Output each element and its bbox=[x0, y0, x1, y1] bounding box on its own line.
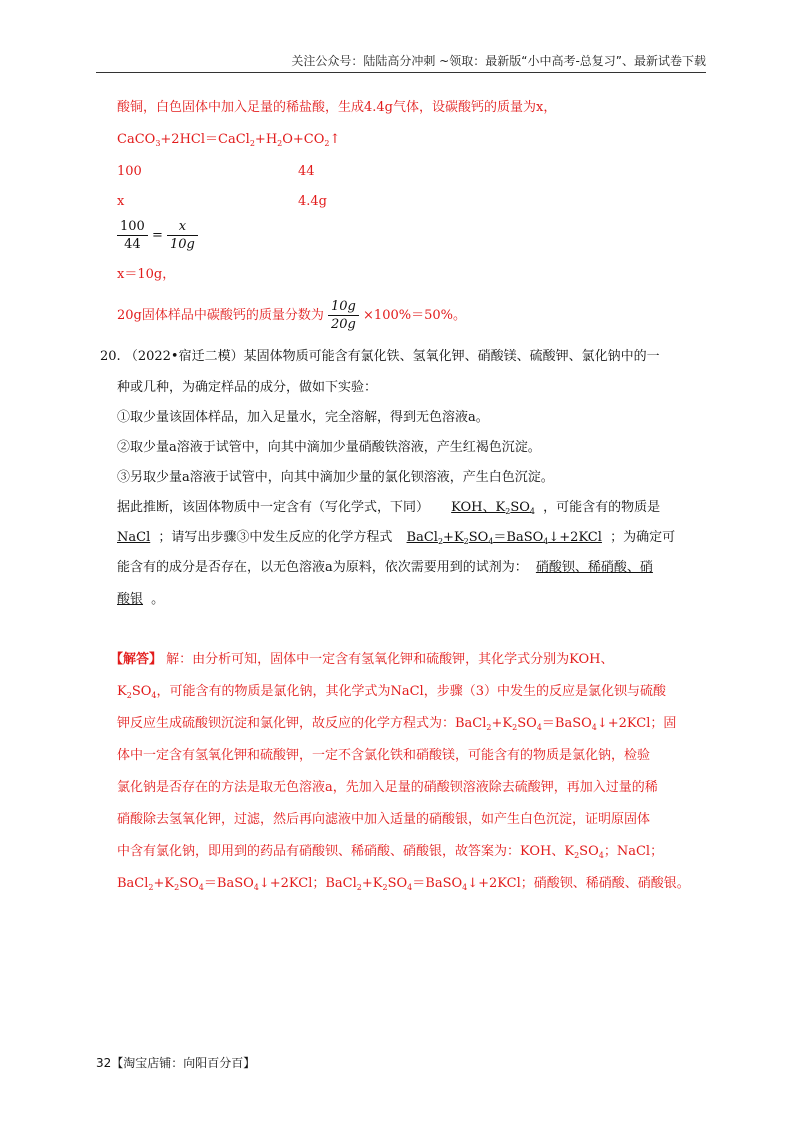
formula-text: ，可能含有的物质是氯化钠，其化学式为NaCl，步骤（3）中发生的反应是氯化钡与硫酸 bbox=[156, 684, 666, 699]
experiment-step-3: ③另取少量a溶液于试管中，向其中滴加少量的氯化钡溶液，产生白色沉淀。 bbox=[117, 470, 554, 485]
formula-text: +K bbox=[491, 716, 513, 731]
formula-text: ↓+2KCl；BaCl bbox=[258, 876, 357, 891]
ratio-row-1 bbox=[117, 162, 315, 182]
subscript: 4 bbox=[536, 723, 542, 732]
formula-text: +2HCl＝CaCl bbox=[160, 132, 250, 147]
inference-prefix: 据此推断，该固体物质中一定含有（写化学式，下同） bbox=[117, 500, 430, 515]
page-number: 32 bbox=[96, 1056, 112, 1070]
formula-text: SO bbox=[179, 876, 199, 891]
subscript: 2 bbox=[574, 851, 580, 860]
inference-mid: ，可能含有的物质是 bbox=[543, 500, 661, 515]
formula-text: SO bbox=[510, 500, 530, 515]
confirm-prompt: ；为确定可 bbox=[610, 530, 676, 545]
ratio-row-1-left: 100 bbox=[117, 164, 142, 179]
formula-text: SO bbox=[579, 844, 599, 859]
formula-text: ；NaCl； bbox=[603, 844, 664, 859]
conclusion-suffix: ×100%＝50%。 bbox=[363, 308, 466, 323]
subscript: 2 bbox=[437, 537, 444, 546]
subscript: 2 bbox=[249, 139, 255, 148]
ratio-row-2 bbox=[117, 192, 327, 212]
conclusion-prefix: 20g固体样品中碳酸钙的质量分数为 bbox=[117, 308, 324, 323]
ratio-row-1-right: 44 bbox=[298, 164, 315, 179]
question-number: 20. bbox=[100, 349, 121, 364]
answer-text-1: 解：由分析可知，固体中一定含有氢氧化钾和硫酸钾，其化学式分别为KOH、 bbox=[166, 652, 614, 667]
answer-blank-possible: NaCl bbox=[117, 530, 151, 545]
page-footer bbox=[96, 1054, 255, 1071]
solution-line-1: 酸铜，白色固体中加入足量的稀盐酸，生成4.4g气体，设碳酸钙的质量为x， bbox=[117, 100, 557, 115]
answer-label: 【解答】 bbox=[110, 652, 163, 667]
experiment-step-1: ①取少量该固体样品，加入足量水，完全溶解，得到无色溶液a。 bbox=[117, 410, 489, 425]
formula-text: +K bbox=[153, 876, 175, 891]
mass-fraction-conclusion bbox=[117, 298, 466, 333]
ratio-row-2-right: 4.4g bbox=[298, 194, 327, 209]
subscript: 2 bbox=[148, 883, 154, 892]
formula-text: 中含有氯化钠，即用到的药品有硝酸钡、稀硝酸、硝酸银，故答案为：KOH、K bbox=[117, 844, 575, 859]
reaction-equation bbox=[117, 130, 340, 150]
subscript: 4 bbox=[198, 883, 204, 892]
experiment-step-2: ②取少量a溶液于试管中，向其中滴加少量硝酸铁溶液，产生红褐色沉淀。 bbox=[117, 440, 541, 455]
fraction-denominator: 20g bbox=[331, 317, 356, 332]
answer-blank-equation bbox=[403, 530, 606, 545]
subscript: 4 bbox=[591, 723, 597, 732]
subscript: 2 bbox=[382, 883, 388, 892]
formula-text: BaCl bbox=[117, 876, 149, 891]
fraction-denominator: 44 bbox=[124, 237, 141, 252]
sentence-end: 。 bbox=[151, 592, 165, 607]
formula-text: 钾反应生成硫酸钡沉淀和氯化钾，故反应的化学方程式为：BaCl bbox=[117, 716, 487, 731]
answer-line-3 bbox=[117, 714, 676, 734]
question-20-line-2: 种或几种，为确定样品的成分，做如下实验： bbox=[117, 380, 378, 395]
subscript: 3 bbox=[155, 139, 161, 148]
formula-text: ＝BaSO bbox=[493, 530, 544, 545]
fraction-numerator: 10g bbox=[328, 298, 359, 316]
question-source: （2022•宿迁二模）某固体物质可能含有氯化铁、氢氧化钾、硝酸镁、硫酸钾、氯化钠中的一 bbox=[124, 349, 660, 364]
subscript: 4 bbox=[151, 691, 157, 700]
answer-line-2 bbox=[117, 682, 666, 702]
proportion-equation bbox=[117, 218, 198, 253]
reagent-line-2 bbox=[117, 590, 164, 610]
answer-line-1 bbox=[110, 650, 614, 670]
equals-sign: = bbox=[151, 228, 163, 243]
formula-text: ＝BaSO bbox=[541, 716, 592, 731]
fraction-100-44 bbox=[117, 218, 148, 253]
subscript: 4 bbox=[598, 851, 604, 860]
equation-prompt-line bbox=[117, 528, 675, 548]
result-x: x＝10g， bbox=[117, 267, 176, 282]
answer-blank-reagents: 硝酸钡、稀硝酸、硝 bbox=[535, 560, 653, 575]
subscript: 2 bbox=[463, 537, 469, 546]
formula-text: SO bbox=[131, 684, 152, 699]
subscript: 2 bbox=[486, 723, 492, 732]
fraction-numerator: x bbox=[167, 218, 198, 236]
formula-text: +K bbox=[443, 530, 464, 545]
formula-text: SO bbox=[468, 530, 489, 545]
page-header: 关注公众号：陆陆高分冲刺 ~领取：最新版“小中高考-总复习”、最新试卷下载 bbox=[96, 52, 706, 73]
formula-text: +H bbox=[254, 132, 278, 147]
subscript: 2 bbox=[505, 507, 511, 516]
subscript: 2 bbox=[512, 723, 518, 732]
subscript: 4 bbox=[488, 537, 494, 546]
answer-line-5: 氯化钠是否存在的方法是取无色溶液a，先加入足量的硝酸钡溶液除去硫酸钾，再加入过量的稀 bbox=[117, 780, 658, 795]
inference-line bbox=[117, 498, 660, 518]
formula-text: ↓+2KCl；固 bbox=[596, 716, 677, 731]
subscript: 4 bbox=[543, 537, 549, 546]
answer-blank-definite bbox=[447, 500, 539, 515]
formula-text: CaCO bbox=[117, 132, 156, 147]
answer-line-4: 体中一定含有氢氧化钾和硫酸钾，一定不含氯化铁和硝酸镁，可能含有的物质是氯化钠，检验 bbox=[117, 748, 651, 763]
reagent-line bbox=[117, 558, 657, 578]
subscript: 4 bbox=[529, 507, 535, 516]
subscript: 2 bbox=[324, 139, 330, 148]
shop-name: 【淘宝店铺：向阳百分百】 bbox=[111, 1056, 256, 1070]
answer-line-6: 硝酸除去氢氧化钾，过滤，然后再向滤液中加入适量的硝酸银，如产生白色沉淀，证明原固体 bbox=[117, 812, 651, 827]
fraction-x-10g bbox=[167, 218, 198, 253]
answer-line-7 bbox=[117, 842, 663, 862]
answer-line-8 bbox=[117, 874, 690, 894]
formula-text: SO bbox=[517, 716, 537, 731]
subscript: 4 bbox=[407, 883, 413, 892]
subscript: 2 bbox=[277, 139, 283, 148]
equation-prompt: ；请写出步骤③中发生反应的化学方程式 bbox=[158, 530, 393, 545]
formula-text: KOH、K bbox=[451, 500, 506, 515]
formula-text: +K bbox=[361, 876, 383, 891]
fraction-numerator: 100 bbox=[117, 218, 148, 236]
formula-text: ↓+2KCl；硝酸钡、稀硝酸、硝酸银。 bbox=[467, 876, 690, 891]
ratio-row-2-left: x bbox=[117, 194, 125, 209]
question-20-line-1 bbox=[100, 347, 660, 367]
formula-text: BaCl bbox=[406, 530, 438, 545]
fraction-denominator: 10g bbox=[170, 237, 195, 252]
formula-text: ＝BaSO bbox=[203, 876, 254, 891]
subscript: 2 bbox=[126, 691, 132, 700]
fraction-10g-20g bbox=[328, 298, 359, 333]
reagent-prompt: 能含有的成分是否存在，以无色溶液a为原料，依次需要用到的试剂为： bbox=[117, 560, 528, 575]
formula-text: K bbox=[117, 684, 127, 699]
subscript: 4 bbox=[462, 883, 468, 892]
formula-text: ↓+2KCl bbox=[548, 530, 602, 545]
formula-text: ↑ bbox=[329, 132, 341, 147]
subscript: 2 bbox=[174, 883, 180, 892]
formula-text: O+CO bbox=[282, 132, 325, 147]
answer-blank-reagents-cont: 酸银 bbox=[117, 592, 144, 607]
subscript: 4 bbox=[253, 883, 259, 892]
formula-text: ＝BaSO bbox=[412, 876, 463, 891]
formula-text: SO bbox=[387, 876, 408, 891]
subscript: 2 bbox=[356, 883, 362, 892]
